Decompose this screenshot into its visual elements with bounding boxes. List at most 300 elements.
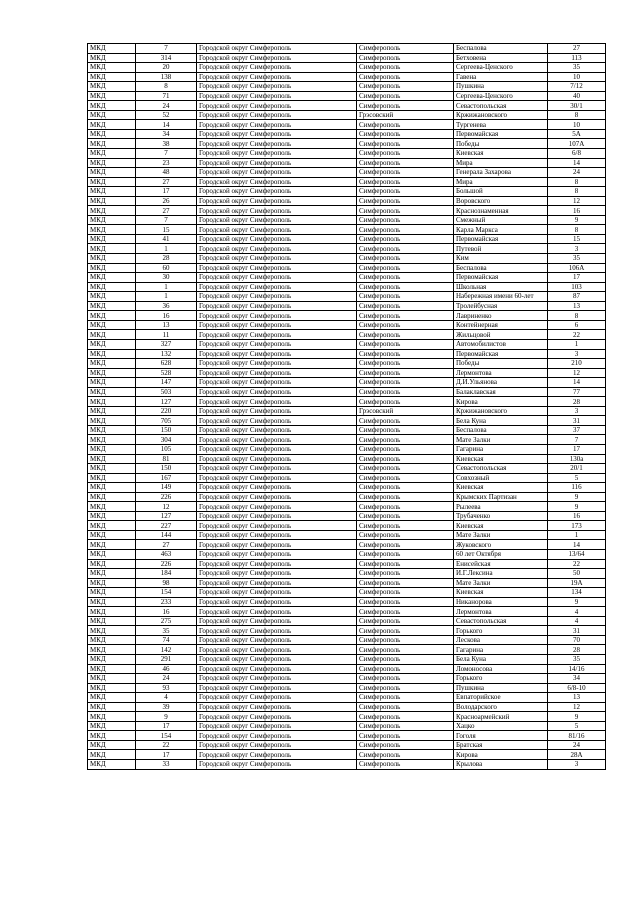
street-cell: Первомайская xyxy=(454,234,548,244)
table-row xyxy=(88,492,606,502)
table-row xyxy=(88,425,606,435)
settlement-cell: Симферополь xyxy=(357,731,454,741)
count-cell: 1 xyxy=(136,244,197,254)
house-number-cell: 5А xyxy=(548,129,606,139)
table-row xyxy=(88,263,606,273)
building-type-cell: МКД xyxy=(88,740,136,750)
table-row xyxy=(88,674,606,684)
table-row xyxy=(88,397,606,407)
count-cell: 233 xyxy=(136,597,197,607)
settlement-cell: Симферополь xyxy=(357,82,454,92)
house-number-cell: 14 xyxy=(548,158,606,168)
street-cell: Беспалова xyxy=(454,263,548,273)
building-type-cell: МКД xyxy=(88,158,136,168)
settlement-cell: Симферополь xyxy=(357,521,454,531)
count-cell: 74 xyxy=(136,635,197,645)
district-cell: Городской округ Симферополь xyxy=(197,320,357,330)
building-type-cell: МКД xyxy=(88,702,136,712)
district-cell: Городской округ Симферополь xyxy=(197,72,357,82)
street-cell: Ломоносова xyxy=(454,664,548,674)
street-cell: Жильцовой xyxy=(454,330,548,340)
building-type-cell: МКД xyxy=(88,635,136,645)
count-cell: 132 xyxy=(136,349,197,359)
house-number-cell: 13 xyxy=(548,301,606,311)
settlement-cell: Симферополь xyxy=(357,330,454,340)
settlement-cell: Симферополь xyxy=(357,177,454,187)
count-cell: 33 xyxy=(136,760,197,770)
district-cell: Городской округ Симферополь xyxy=(197,129,357,139)
building-type-cell: МКД xyxy=(88,502,136,512)
building-type-cell: МКД xyxy=(88,569,136,579)
house-number-cell: 5 xyxy=(548,473,606,483)
table-row xyxy=(88,731,606,741)
district-cell: Городской округ Симферополь xyxy=(197,731,357,741)
district-cell: Городской округ Симферополь xyxy=(197,254,357,264)
count-cell: 184 xyxy=(136,569,197,579)
district-cell: Городской округ Симферополь xyxy=(197,444,357,454)
table-row xyxy=(88,177,606,187)
building-type-cell: МКД xyxy=(88,760,136,770)
street-cell: Пушкина xyxy=(454,82,548,92)
building-type-cell: МКД xyxy=(88,368,136,378)
settlement-cell: Симферополь xyxy=(357,425,454,435)
house-number-cell: 10 xyxy=(548,120,606,130)
house-number-cell: 30/1 xyxy=(548,101,606,111)
table-row xyxy=(88,349,606,359)
house-number-cell: 14/16 xyxy=(548,664,606,674)
table-row xyxy=(88,234,606,244)
street-cell: Киевская xyxy=(454,454,548,464)
street-cell: Рылеева xyxy=(454,502,548,512)
table-row xyxy=(88,91,606,101)
district-cell: Городской округ Симферополь xyxy=(197,635,357,645)
street-cell: Мате Залки xyxy=(454,530,548,540)
count-cell: 15 xyxy=(136,225,197,235)
house-number-cell: 17 xyxy=(548,444,606,454)
house-number-cell: 24 xyxy=(548,740,606,750)
house-number-cell: 3 xyxy=(548,244,606,254)
count-cell: 7 xyxy=(136,44,197,54)
building-type-cell: МКД xyxy=(88,149,136,159)
house-number-cell: 34 xyxy=(548,674,606,684)
settlement-cell: Симферополь xyxy=(357,234,454,244)
settlement-cell: Симферополь xyxy=(357,215,454,225)
count-cell: 48 xyxy=(136,168,197,178)
building-type-cell: МКД xyxy=(88,588,136,598)
count-cell: 17 xyxy=(136,187,197,197)
house-number-cell: 8 xyxy=(548,225,606,235)
table-row xyxy=(88,301,606,311)
street-cell: Киевская xyxy=(454,149,548,159)
district-cell: Городской округ Симферополь xyxy=(197,397,357,407)
table-row xyxy=(88,578,606,588)
house-number-cell: 27 xyxy=(548,44,606,54)
count-cell: 14 xyxy=(136,120,197,130)
street-cell: Карла Маркса xyxy=(454,225,548,235)
house-number-cell: 7 xyxy=(548,435,606,445)
table-row xyxy=(88,750,606,760)
street-cell: Сергеева-Ценского xyxy=(454,91,548,101)
settlement-cell: Симферополь xyxy=(357,635,454,645)
house-number-cell: 3 xyxy=(548,760,606,770)
settlement-cell: Симферополь xyxy=(357,196,454,206)
settlement-cell: Симферополь xyxy=(357,740,454,750)
count-cell: 142 xyxy=(136,645,197,655)
building-type-cell: МКД xyxy=(88,425,136,435)
district-cell: Городской округ Симферополь xyxy=(197,435,357,445)
building-type-cell: МКД xyxy=(88,72,136,82)
street-cell: Контейнерная xyxy=(454,320,548,330)
settlement-cell: Симферополь xyxy=(357,607,454,617)
house-number-cell: 103 xyxy=(548,282,606,292)
district-cell: Городской округ Симферополь xyxy=(197,664,357,674)
settlement-cell: Симферополь xyxy=(357,702,454,712)
building-type-cell: МКД xyxy=(88,721,136,731)
street-cell: Беспалова xyxy=(454,44,548,54)
building-type-cell: МКД xyxy=(88,712,136,722)
house-number-cell: 87 xyxy=(548,292,606,302)
street-cell: Автомобилистов xyxy=(454,339,548,349)
count-cell: 144 xyxy=(136,530,197,540)
district-cell: Городской округ Симферополь xyxy=(197,760,357,770)
count-cell: 327 xyxy=(136,339,197,349)
street-cell: Генерала Захарова xyxy=(454,168,548,178)
settlement-cell: Симферополь xyxy=(357,750,454,760)
street-cell: Мира xyxy=(454,158,548,168)
building-type-cell: МКД xyxy=(88,483,136,493)
district-cell: Городской округ Симферополь xyxy=(197,750,357,760)
settlement-cell: Симферополь xyxy=(357,683,454,693)
district-cell: Городской округ Симферополь xyxy=(197,359,357,369)
street-cell: Балаклавская xyxy=(454,387,548,397)
district-cell: Городской округ Симферополь xyxy=(197,196,357,206)
table-row xyxy=(88,387,606,397)
house-number-cell: 113 xyxy=(548,53,606,63)
street-cell: Лавриненко xyxy=(454,311,548,321)
house-number-cell: 6/8-10 xyxy=(548,683,606,693)
count-cell: 46 xyxy=(136,664,197,674)
settlement-cell: Симферополь xyxy=(357,712,454,722)
street-cell: Братская xyxy=(454,740,548,750)
house-number-cell: 1 xyxy=(548,339,606,349)
district-cell: Городской округ Симферополь xyxy=(197,158,357,168)
district-cell: Городской округ Симферополь xyxy=(197,502,357,512)
house-number-cell: 20/1 xyxy=(548,464,606,474)
table-row xyxy=(88,187,606,197)
building-type-cell: МКД xyxy=(88,263,136,273)
table-row xyxy=(88,549,606,559)
district-cell: Городской округ Симферополь xyxy=(197,674,357,684)
building-type-cell: МКД xyxy=(88,444,136,454)
count-cell: 41 xyxy=(136,234,197,244)
building-type-cell: МКД xyxy=(88,406,136,416)
count-cell: 127 xyxy=(136,511,197,521)
table-row xyxy=(88,292,606,302)
house-number-cell: 15 xyxy=(548,234,606,244)
table-row xyxy=(88,502,606,512)
house-number-cell: 9 xyxy=(548,712,606,722)
table-row xyxy=(88,416,606,426)
building-type-cell: МКД xyxy=(88,616,136,626)
settlement-cell: Симферополь xyxy=(357,149,454,159)
district-cell: Городской округ Симферополь xyxy=(197,301,357,311)
settlement-cell: Симферополь xyxy=(357,244,454,254)
settlement-cell: Симферополь xyxy=(357,435,454,445)
table-row xyxy=(88,693,606,703)
count-cell: 4 xyxy=(136,693,197,703)
settlement-cell: Симферополь xyxy=(357,292,454,302)
building-type-cell: МКД xyxy=(88,530,136,540)
house-number-cell: 8 xyxy=(548,110,606,120)
building-type-cell: МКД xyxy=(88,597,136,607)
district-cell: Городской округ Симферополь xyxy=(197,521,357,531)
district-cell: Городской округ Симферополь xyxy=(197,292,357,302)
district-cell: Городской округ Симферополь xyxy=(197,234,357,244)
settlement-cell: Симферополь xyxy=(357,91,454,101)
house-number-cell: 5 xyxy=(548,721,606,731)
house-number-cell: 9 xyxy=(548,597,606,607)
district-cell: Городской округ Симферополь xyxy=(197,244,357,254)
settlement-cell: Симферополь xyxy=(357,349,454,359)
settlement-cell: Симферополь xyxy=(357,473,454,483)
district-cell: Городской округ Симферополь xyxy=(197,339,357,349)
count-cell: 528 xyxy=(136,368,197,378)
table-row xyxy=(88,378,606,388)
count-cell: 503 xyxy=(136,387,197,397)
building-type-cell: МКД xyxy=(88,82,136,92)
count-cell: 1 xyxy=(136,292,197,302)
table-row xyxy=(88,129,606,139)
count-cell: 39 xyxy=(136,702,197,712)
district-cell: Городской округ Симферополь xyxy=(197,511,357,521)
house-number-cell: 10 xyxy=(548,72,606,82)
building-type-cell: МКД xyxy=(88,206,136,216)
district-cell: Городской округ Симферополь xyxy=(197,655,357,665)
house-number-cell: 35 xyxy=(548,63,606,73)
district-cell: Городской округ Симферополь xyxy=(197,149,357,159)
table-row xyxy=(88,139,606,149)
count-cell: 150 xyxy=(136,464,197,474)
district-cell: Городской округ Симферополь xyxy=(197,53,357,63)
street-cell: Лескова xyxy=(454,635,548,645)
settlement-cell: Грэсовский xyxy=(357,110,454,120)
table-row xyxy=(88,435,606,445)
settlement-cell: Симферополь xyxy=(357,397,454,407)
settlement-cell: Симферополь xyxy=(357,254,454,264)
settlement-cell: Симферополь xyxy=(357,454,454,464)
table-row xyxy=(88,740,606,750)
building-type-cell: МКД xyxy=(88,464,136,474)
street-cell: Совхозный xyxy=(454,473,548,483)
table-row xyxy=(88,444,606,454)
street-cell: Тролейбусная xyxy=(454,301,548,311)
count-cell: 60 xyxy=(136,263,197,273)
table-row xyxy=(88,120,606,130)
district-cell: Городской округ Симферополь xyxy=(197,492,357,502)
district-cell: Городской округ Симферополь xyxy=(197,597,357,607)
building-type-cell: МКД xyxy=(88,750,136,760)
house-number-cell: 4 xyxy=(548,607,606,617)
house-number-cell: 22 xyxy=(548,330,606,340)
street-cell: 60 лет Октября xyxy=(454,549,548,559)
building-type-cell: МКД xyxy=(88,234,136,244)
building-type-cell: МКД xyxy=(88,349,136,359)
settlement-cell: Симферополь xyxy=(357,626,454,636)
building-type-cell: МКД xyxy=(88,101,136,111)
street-cell: Красноармейский xyxy=(454,712,548,722)
table-row xyxy=(88,760,606,770)
building-type-cell: МКД xyxy=(88,53,136,63)
district-cell: Городской округ Симферополь xyxy=(197,63,357,73)
count-cell: 291 xyxy=(136,655,197,665)
street-cell: Пушкина xyxy=(454,683,548,693)
street-cell: Д.И.Ульянова xyxy=(454,378,548,388)
table-row xyxy=(88,483,606,493)
count-cell: 17 xyxy=(136,750,197,760)
street-cell: Горького xyxy=(454,674,548,684)
street-cell: Лермонтова xyxy=(454,607,548,617)
count-cell: 35 xyxy=(136,626,197,636)
settlement-cell: Симферополь xyxy=(357,597,454,607)
house-number-cell: 28А xyxy=(548,750,606,760)
building-type-cell: МКД xyxy=(88,559,136,569)
house-number-cell: 81/16 xyxy=(548,731,606,741)
table-row xyxy=(88,616,606,626)
table-row xyxy=(88,273,606,283)
house-number-cell: 28 xyxy=(548,645,606,655)
count-cell: 105 xyxy=(136,444,197,454)
house-number-cell: 9 xyxy=(548,215,606,225)
table-row xyxy=(88,712,606,722)
table-row xyxy=(88,225,606,235)
house-number-cell: 7/12 xyxy=(548,82,606,92)
house-number-cell: 3 xyxy=(548,349,606,359)
street-cell: Школьная xyxy=(454,282,548,292)
table-row xyxy=(88,63,606,73)
settlement-cell: Симферополь xyxy=(357,225,454,235)
street-cell: Севастопольская xyxy=(454,616,548,626)
settlement-cell: Симферополь xyxy=(357,101,454,111)
house-number-cell: 24 xyxy=(548,168,606,178)
table-row xyxy=(88,645,606,655)
district-cell: Городской округ Симферополь xyxy=(197,139,357,149)
count-cell: 16 xyxy=(136,311,197,321)
district-cell: Городской округ Симферополь xyxy=(197,549,357,559)
district-cell: Городской округ Симферополь xyxy=(197,282,357,292)
count-cell: 227 xyxy=(136,521,197,531)
street-cell: Смежный xyxy=(454,215,548,225)
count-cell: 127 xyxy=(136,397,197,407)
settlement-cell: Симферополь xyxy=(357,158,454,168)
table-row xyxy=(88,82,606,92)
count-cell: 81 xyxy=(136,454,197,464)
count-cell: 220 xyxy=(136,406,197,416)
settlement-cell: Симферополь xyxy=(357,578,454,588)
count-cell: 28 xyxy=(136,254,197,264)
count-cell: 27 xyxy=(136,206,197,216)
street-cell: Набережная имени 60-лет xyxy=(454,292,548,302)
settlement-cell: Симферополь xyxy=(357,549,454,559)
table-row xyxy=(88,359,606,369)
table-row xyxy=(88,569,606,579)
table-row xyxy=(88,330,606,340)
building-type-cell: МКД xyxy=(88,664,136,674)
street-cell: Володарского xyxy=(454,702,548,712)
street-cell: Первомайская xyxy=(454,129,548,139)
building-type-cell: МКД xyxy=(88,397,136,407)
house-number-cell: 134 xyxy=(548,588,606,598)
street-cell: Бела Куна xyxy=(454,416,548,426)
district-cell: Городской округ Симферополь xyxy=(197,626,357,636)
table-row xyxy=(88,72,606,82)
table-row xyxy=(88,607,606,617)
street-cell: Воровского xyxy=(454,196,548,206)
house-number-cell: 12 xyxy=(548,702,606,712)
table-row xyxy=(88,244,606,254)
building-type-cell: МКД xyxy=(88,215,136,225)
count-cell: 9 xyxy=(136,712,197,722)
building-type-cell: МКД xyxy=(88,607,136,617)
settlement-cell: Симферополь xyxy=(357,674,454,684)
settlement-cell: Симферополь xyxy=(357,263,454,273)
street-cell: Гоголя xyxy=(454,731,548,741)
table-row xyxy=(88,168,606,178)
building-type-cell: МКД xyxy=(88,492,136,502)
district-cell: Городской округ Симферополь xyxy=(197,311,357,321)
settlement-cell: Симферополь xyxy=(357,387,454,397)
street-cell: Гавена xyxy=(454,72,548,82)
table-row xyxy=(88,320,606,330)
district-cell: Городской округ Симферополь xyxy=(197,464,357,474)
street-cell: Ким xyxy=(454,254,548,264)
count-cell: 705 xyxy=(136,416,197,426)
house-number-cell: 16 xyxy=(548,206,606,216)
count-cell: 12 xyxy=(136,502,197,512)
building-type-cell: МКД xyxy=(88,311,136,321)
table-row xyxy=(88,339,606,349)
count-cell: 52 xyxy=(136,110,197,120)
table-row xyxy=(88,655,606,665)
settlement-cell: Симферополь xyxy=(357,511,454,521)
street-cell: Первомайская xyxy=(454,349,548,359)
settlement-cell: Симферополь xyxy=(357,339,454,349)
house-number-cell: 35 xyxy=(548,655,606,665)
house-number-cell: 1 xyxy=(548,530,606,540)
house-number-cell: 107А xyxy=(548,139,606,149)
district-cell: Городской округ Симферополь xyxy=(197,540,357,550)
street-cell: Севастопольская xyxy=(454,464,548,474)
street-cell: Трубаченко xyxy=(454,511,548,521)
street-cell: Тургенева xyxy=(454,120,548,130)
building-type-cell: МКД xyxy=(88,320,136,330)
settlement-cell: Симферополь xyxy=(357,540,454,550)
settlement-cell: Симферополь xyxy=(357,483,454,493)
district-cell: Городской округ Симферополь xyxy=(197,721,357,731)
count-cell: 93 xyxy=(136,683,197,693)
table-row xyxy=(88,635,606,645)
street-cell: Горького xyxy=(454,626,548,636)
building-type-cell: МКД xyxy=(88,139,136,149)
count-cell: 34 xyxy=(136,129,197,139)
street-cell: Победы xyxy=(454,139,548,149)
building-type-cell: МКД xyxy=(88,387,136,397)
building-type-cell: МКД xyxy=(88,63,136,73)
count-cell: 154 xyxy=(136,588,197,598)
count-cell: 24 xyxy=(136,101,197,111)
house-number-cell: 37 xyxy=(548,425,606,435)
building-type-cell: МКД xyxy=(88,273,136,283)
district-cell: Городской округ Симферополь xyxy=(197,588,357,598)
